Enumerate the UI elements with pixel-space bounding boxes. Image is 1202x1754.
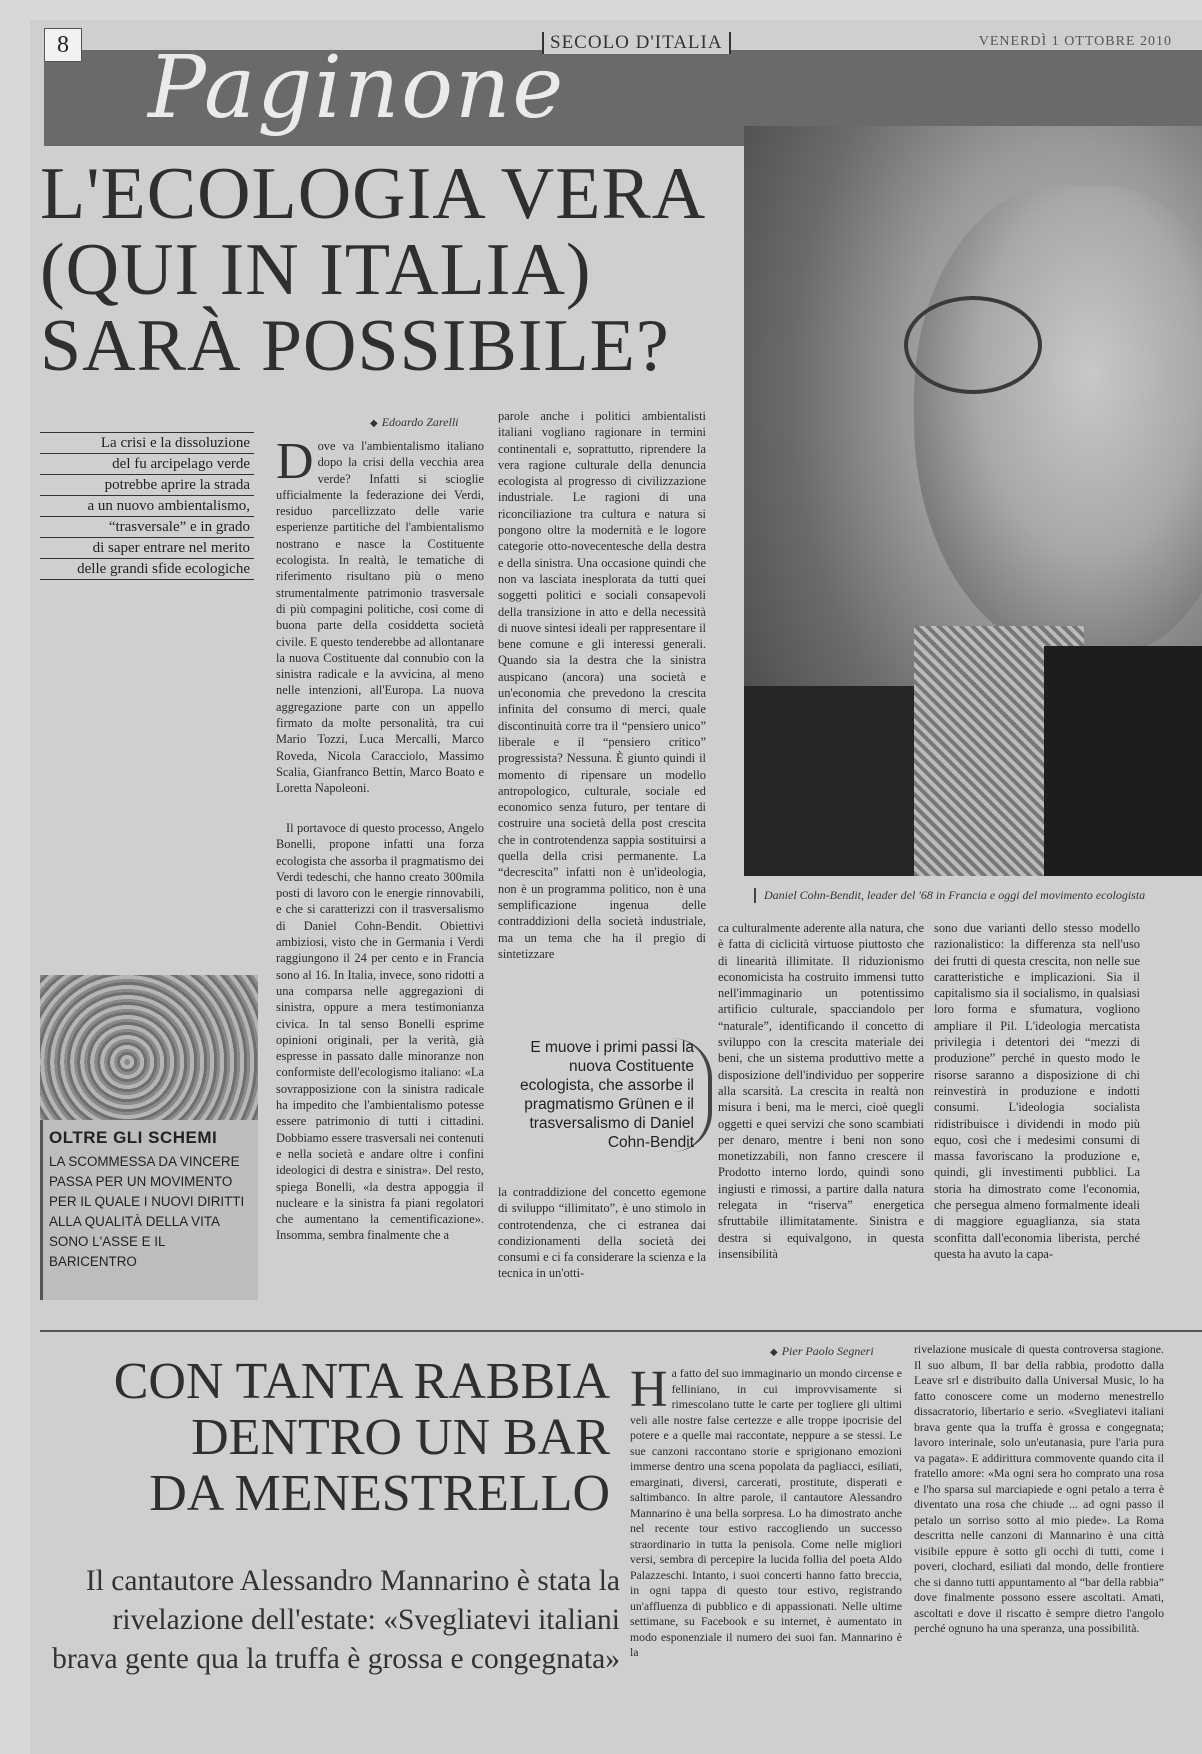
sidebar-title: OLTRE GLI SCHEMI xyxy=(49,1128,218,1147)
column-text: Il portavoce di questo processo, Angelo Bonelli, propone infatti una forza ecologista che assorba il pragmatismo dei Verdi tedeschi, che hanno creato 300mila posti di lavoro con le energie rinnovabili, e che si caratterizzi con il trasversalismo di Daniel Cohn-Bendit. Obiettivi ambiziosi, visto che in Germania i Verdi raggiungono il 24 per cento e in Francia sono al 16. In Italia, invece, sono ridotti a una comparsa nelle aggregazioni di sinistra, oppure a mera testimonianza civica. In tal senso Bonelli esprime opinioni originali, per la verità, già espresse in passato dalle minoranze non conformiste dell'ecologismo italiano: «La sovrapposizione con la sinistra radicale ha impedito che l'ambientalismo potesse essere patrimonio di tutti i cittadini. Dobbiamo essere trasversali nei contenuti e nella società e andare oltre i confini ideologici di destra e sinistra». Del resto, spiega Bonelli, «la destra appoggia il nucleare e la sinistra fa piani regolatori che aumentano la cementificazione». Insomma, sembra finalmente che a xyxy=(276,821,484,1243)
headline-line: (QUI IN ITALIA) xyxy=(40,229,592,311)
deck-line: delle grandi sfide ecologiche xyxy=(40,559,254,580)
issue-date: VENERDÌ 1 OTTOBRE 2010 xyxy=(978,34,1172,49)
column-text: sono due varianti dello stesso modello razionalistico: la differenza sta nell'uso dei frutti di questa crescita, non nelle sue caratteristiche e implicazioni. Sia il capitalismo sia il socialismo, in qualsiasi loro forma e sfumatura, vogliono ampliare il Pil. L'ideologia mercatista privilegia i detentori dei “mezzi di produzione” perché in questo modo le risorse saranno a disposizione di chi reinvestirà in produzione e indotti consumi. L'ideologia socialista ridistribuisce i dividendi in modo più equo, così che i medesimi consumi di massa favoriscano la produzione e, quindi, gli investimenti pubblici. La storia ha dimostrato come l'economia, che persegua almeno formalmente ideali di maggiore eguaglianza, sia stata sconfitta dall'economia liberista, perché questa ha avuto la capa- xyxy=(934,921,1140,1261)
column-text: rivelazione musicale di questa controversa stagione. Il suo album, Il bar della rabbia, prodotto dalla Leave srl e distribuito dalla Universal Music, lo ha fatto conoscere come un moderno menestrello dissacratorio, libertario e serio. «Svegliatevi italiani brava gente qua la truffa è grossa e congegnata; lavoro interinale, solo un'eutanasia, pure l'aria pura va pagata». E addirittura commovente quando cita il fratello amore: «Ma ogni sera ho comprato una rosa e l'ho sparsa sul marciapiede e ogni petalo a terra è diventato una rosa che chiude ... ad ogni passo il petalo un sorriso sotto al mio piede». La Roma descritta nelle canzoni di Mannarino è una città visibile eppure è sotto gli occhi di tutti, come i poveri, clochard, esiliati dal mondo, delle frontiere che si danno tutti appuntamento al “bar della rabbia” dove finalmente possono essere ascoltati. Amati, ascoltati e dove il riscatto è sempre dietro l'angolo perché ognuno ha una speranza, una possibilità. xyxy=(914,1342,1164,1635)
column-text: la contraddizione del concetto egemone di sviluppo “illimitato”, è uno stimolo in controtendenza, che ci estranea dai condizionamenti della società dei consumi e ci fa considerare la scienza e la tecnica in un'otti- xyxy=(498,1185,706,1281)
photo-caption: Daniel Cohn-Bendit, leader del '68 in Francia e oggi del movimento ecologista xyxy=(754,888,1202,903)
article2-headline xyxy=(40,1354,610,1522)
column-text: a fatto del suo immaginario un mondo circense e felliniano, in cui improvvisamente si rimescolano tutte le carte per togliere gli ultimi veli alle nostre false certezze e alle troppe ipocrisie del potere e a quelle mai raccontate, neppure a se stessi. Le sue canzoni raccontano storie e sprigionano emozioni immerse dentro una scena popolata da pagliacci, esiliati, emarginati, diversi, carcerati, prostitute, disperati e saltimbanco. In altre parole, il cantautore Alessandro Mannarino è una bella sorpresa. Lo ha dimostrato anche nel recente tour estivo raccogliendo un successo straordinario in tutta la penisola. Come nelle migliori versi, sembra di percepire la lucida follia del poeta Aldo Palazzeschi. Intanto, i suoi concerti hanno fatto breccia, in ogni tappa di questo tour estivo, registrando un'affluenza di pubblico e di appassionati. Nelle ultime settimane, su Facebook e su internet, è aumentato in modo esponenziale il numero dei suoi fan. Mannarino è la xyxy=(630,1366,902,1659)
headline-line: CON TANTA RABBIA xyxy=(113,1353,610,1410)
article2-byline xyxy=(770,1344,874,1359)
article1-column-2b xyxy=(498,1184,706,1282)
deck-line: “trasversale” e in grado xyxy=(40,517,254,538)
article2-column-1 xyxy=(630,1361,902,1661)
deck-line: di saper entrare nel merito xyxy=(40,538,254,559)
diamond-icon: ◆ xyxy=(770,1347,778,1358)
column-text: ove va l'ambientalismo italiano dopo la crisi della vecchia area verde? Infatti si scioglie ufficialmente la federazione dei Verdi, residuo parcellizzato delle varie esperienze partitiche del l'ambientalismo nostrano e nasce la Costituente ecologista. In realtà, le tematiche di riferimento risultano più o meno strumentalmente patrimonio trasversale di più compagini politiche, così come di buona parte della cosiddetta società civile. E questo tenderebbe ad allontanare la nuova Costituente dal connubio con la sinistra radicale e la avvicina, al meno nelle intenzioni, all'Europa. La nuova aggregazione parte con un appello firmato da molte personalità, tra cui Mario Tozzi, Luca Mercalli, Marco Roveda, Nicola Caracciolo, Massimo Scalia, Gianfranco Bettin, Marco Boato e Loretta Napoleoni. xyxy=(276,439,484,796)
article1-column-1 xyxy=(276,433,484,797)
headline-line: DA MENESTRELLO xyxy=(149,1465,610,1522)
article1-column-1b xyxy=(276,820,484,1244)
newspaper-page xyxy=(30,20,1202,1754)
author-name: Edoardo Zarelli xyxy=(381,415,459,429)
portrait-photo xyxy=(744,126,1202,876)
article2-subtitle: Il cantautore Alessandro Mannarino è stata la rivelazione dell'estate: «Svegliatevi italiani brava gente qua la truffa è grossa e congegnata» xyxy=(52,1565,620,1675)
article1-column-4 xyxy=(934,920,1140,1262)
article1-byline xyxy=(370,415,458,430)
author-name: Pier Paolo Segneri xyxy=(781,1344,874,1358)
sidebar-text: LA SCOMMESSA DA VINCERE PASSA PER UN MOVIMENTO PER IL QUALE I NUOVI DIRITTI ALLA QUALITÀ DELLA VITA SONO L'ASSE E IL BARICENTRO xyxy=(49,1154,245,1269)
deck-line: a un nuovo ambientalismo, xyxy=(40,496,254,517)
section-divider xyxy=(40,1330,1202,1332)
article1-headline xyxy=(40,153,760,387)
sidebar-box xyxy=(40,1120,258,1300)
deck-line: del fu arcipelago verde xyxy=(40,454,254,475)
article2-column-2 xyxy=(914,1342,1164,1637)
drop-cap: H xyxy=(630,1361,668,1418)
deck-line: potrebbe aprire la strada xyxy=(40,475,254,496)
headline-line: DENTRO UN BAR xyxy=(191,1409,610,1466)
newspaper-name: SECOLO D'ITALIA xyxy=(542,32,731,54)
article1-deck xyxy=(40,432,254,580)
diamond-icon: ◆ xyxy=(370,418,378,429)
drop-cap: D xyxy=(276,433,314,490)
headline-line: SARÀ POSSIBILE? xyxy=(40,305,670,387)
deck-line: La crisi e la dissoluzione xyxy=(40,433,254,454)
glasses-shape xyxy=(904,296,1042,394)
page-number: 8 xyxy=(44,28,82,62)
column-text: parole anche i politici ambientalisti italiani vogliano ragionare in termini continentali e, soprattutto, riprendere la vera ragione culturale della denuncia ecologista al progresso di civilizzazione industriale. Le ragioni di una riconciliazione tra cultura e natura si pongono oltre la modernità e le logore categorie otto-novecentesche della destra e della sinistra. Una occasione quindi che non va lasciata inesplorata da tutti quei soggetti politici e sociali consapevoli della transizione in atto e della necessità di nuove sintesi ideali per rappresentare il bene comune e gli interessi generali. Quando sia la destra che la sinistra auspicano (ancora) una società e un'economia che prevedono la crescita infinita del consumo di merci, quale discontinuità corre tra il “pensiero unico” liberale e il “pensiero critico” progressista? Nessuna. È giunto quindi il momento di ripensare un modello antropologico, culturale, sociale ed economico senza futuro, per tentare di costruire una società della post crescita che in controtendenza sappia sostituirsi a quella della crisi permanente. La “decrescita” infatti non è un'ideologia, non è un programma politico, non è una semplificazione ingenua delle contraddizioni della società industriale, ma un tema che ha il pregio di sintetizzare xyxy=(498,409,706,961)
column-text: ca culturalmente aderente alla natura, che è fatta di ciclicità virtuose piuttosto che di linearità illimitate. Il riduzionismo economicista ha costruito immensi tutto nell'immaginario un potentissimo artificio culturale, spacciandolo per “naturale”, identificando il concetto di sviluppo con la crescita materiale dei beni, che un sistema produttivo mette a disposizione dell'individuo per sopperire alla scarsità. La crescita in realtà non misura i beni, ma le merci, cioè quegli oggetti e quei servizi che sono scambiati per denaro, mentre i beni non sono monetizzabili, non fanno crescere il Prodotto interno lordo, quindi sono ingiusti e rimossi, a partire dalla natura relegata in “riserva” energetica sfruttabile illimitatamente. Sinistra e destra si equivalgono, in questa insensibilità xyxy=(718,921,924,1261)
article1-column-2 xyxy=(498,408,706,962)
article1-column-3 xyxy=(718,920,924,1262)
section-title: Paginone xyxy=(148,38,566,138)
pull-quote: E muove i primi passi la nuova Costituente ecologista, che assorbe il pragmatismo Grünen e il trasversalismo di Daniel Cohn-Bendit xyxy=(510,1038,712,1152)
headline-line: L'ECOLOGIA VERA xyxy=(40,153,707,235)
inset-photo xyxy=(40,975,258,1120)
